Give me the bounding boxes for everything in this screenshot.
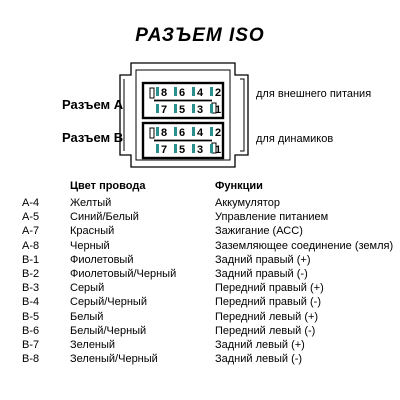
table-cell-color: Серый [70, 282, 105, 295]
table-cell-pin: А-5 [22, 211, 40, 224]
page-title: РАЗЪЕМ ISO [135, 25, 265, 46]
pin-number: 2 [215, 127, 222, 139]
connector-key-tab [150, 128, 154, 138]
connector-b-label: Разъем В [62, 130, 124, 145]
pin-marker [210, 127, 213, 136]
pin-number: 4 [197, 127, 204, 139]
pin-number: 4 [197, 87, 204, 99]
table-cell-function: Управление питанием [215, 211, 329, 224]
table-cell-pin: В-6 [22, 324, 40, 337]
table-cell-function: Зажигание (АСС) [215, 225, 303, 238]
pin-number: 7 [161, 144, 168, 156]
table-cell-pin: В-8 [22, 353, 40, 366]
pin-marker [192, 127, 195, 136]
pin-number: 5 [179, 144, 186, 156]
pin-marker [156, 104, 159, 113]
pin-number: 3 [197, 104, 204, 116]
table-cell-function: Передний правый (-) [215, 296, 321, 309]
pin-number: 6 [179, 87, 186, 99]
pin-number: 6 [179, 127, 186, 139]
pin-number: 8 [161, 127, 168, 139]
table-cell-function: Заземляющее соединение (земля) [215, 239, 394, 252]
pin-marker [192, 144, 195, 153]
table-cell-function: Аккумулятор [215, 197, 280, 209]
table-cell-color: Фиолетовый [70, 253, 134, 266]
table-cell-function: Задний правый (+) [215, 253, 311, 266]
pin-marker [156, 144, 159, 153]
table-cell-color: Зеленый/Черный [70, 353, 158, 366]
table-cell-function: Задний левый (-) [215, 353, 303, 366]
table-cell-pin: В-1 [22, 253, 40, 266]
pin-number: 8 [161, 87, 168, 99]
table-cell-pin: В-7 [22, 339, 40, 351]
table-cell-color: Красный [70, 225, 115, 238]
pin-marker [210, 87, 213, 96]
table-cell-pin: В-5 [22, 310, 40, 323]
pin-marker [192, 87, 195, 96]
connector-key-tab [150, 88, 154, 98]
pin-marker [156, 127, 159, 136]
table-cell-color: Желтый [70, 197, 112, 209]
pin-marker [174, 87, 177, 96]
connector-a-label: Разъем А [62, 97, 124, 112]
pin-number: 3 [197, 144, 204, 156]
pin-marker [174, 127, 177, 136]
table-cell-color: Фиолетовый/Черный [70, 268, 177, 280]
table-cell-pin: А-7 [22, 225, 40, 238]
table-cell-function: Передний левый (-) [215, 324, 316, 337]
connector-a-description: для внешнего питания [256, 88, 372, 100]
pin-number: 5 [179, 104, 186, 116]
table-cell-color: Зеленый [70, 339, 116, 351]
header-wire-color: Цвет провода [70, 180, 146, 192]
table-cell-pin: В-2 [22, 268, 40, 280]
pin-marker [210, 104, 213, 113]
table-cell-color: Белый [70, 310, 104, 323]
table-cell-color: Синий/Белый [70, 211, 139, 224]
table-cell-function: Задний правый (-) [215, 268, 308, 280]
header-functions: Функции [215, 180, 263, 192]
pin-marker [156, 87, 159, 96]
pin-number: 2 [215, 87, 222, 99]
connector-b-description: для динамиков [256, 133, 334, 145]
table-cell-pin: А-8 [22, 239, 40, 252]
table-cell-pin: В-4 [22, 296, 40, 309]
pin-number: 1 [215, 144, 222, 156]
table-cell-function: Задний левый (+) [215, 339, 305, 351]
pin-number: 1 [215, 104, 222, 116]
pin-marker [174, 144, 177, 153]
table-cell-color: Черный [70, 239, 110, 252]
pin-marker [192, 104, 195, 113]
table-cell-function: Передний правый (+) [215, 282, 324, 295]
pin-marker [174, 104, 177, 113]
pin-marker [210, 144, 213, 153]
table-cell-pin: А-4 [22, 197, 40, 209]
table-cell-color: Серый/Черный [70, 296, 147, 309]
table-cell-color: Белый/Черный [70, 324, 147, 337]
pin-number: 7 [161, 104, 168, 116]
table-cell-function: Передний левый (+) [215, 310, 319, 323]
table-cell-pin: В-3 [22, 282, 40, 295]
connector-latch-right [240, 79, 244, 151]
